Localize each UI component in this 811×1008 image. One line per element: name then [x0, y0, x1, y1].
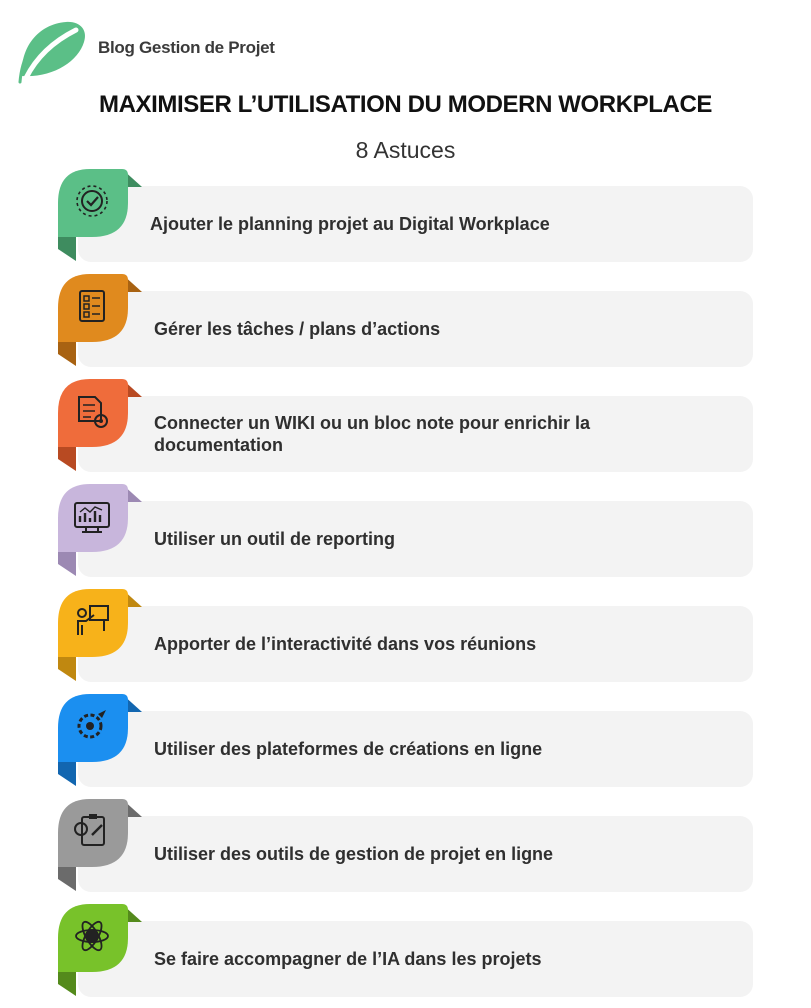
list-item: [0, 589, 811, 693]
item-label: Apporter de l’interactivité dans vos réunions: [154, 634, 537, 654]
document-gear-badge: [56, 379, 146, 471]
monitor-chart-badge: [56, 484, 146, 576]
presenter-badge: [56, 589, 146, 681]
page-subtitle: 8 Astuces: [355, 137, 456, 163]
list-item: [0, 484, 811, 588]
clipboard-gear-badge: [56, 799, 146, 891]
checklist-badge: [56, 274, 146, 366]
brand-logo: [18, 18, 88, 84]
item-label: Utiliser des plateformes de créations en ligne: [154, 739, 543, 759]
list-item: [0, 274, 811, 378]
item-label: Utiliser un outil de reporting: [154, 529, 396, 549]
item-label: Se faire accompagner de l’IA dans les projets: [154, 949, 542, 969]
list-item: [0, 694, 811, 798]
ai-atom-badge: [56, 904, 146, 996]
item-label: Utiliser des outils de gestion de projet en ligne: [154, 844, 554, 864]
brand-name: Blog Gestion de Projet: [98, 38, 275, 57]
item-label: Connecter un WIKI ou un bloc note pour enrichir la documentation: [154, 413, 591, 455]
creative-gear-badge: [56, 694, 146, 786]
item-label: Ajouter le planning projet au Digital Workplace: [150, 214, 550, 234]
gear-check-badge: [56, 169, 146, 261]
item-label: Gérer les tâches / plans d’actions: [154, 319, 441, 339]
list-item: [0, 799, 811, 903]
list-item: [0, 169, 811, 273]
list-item: [0, 379, 811, 483]
page-title: MAXIMISER L’UTILISATION DU MODERN WORKPLACE: [98, 91, 712, 118]
list-item: [0, 904, 811, 1008]
